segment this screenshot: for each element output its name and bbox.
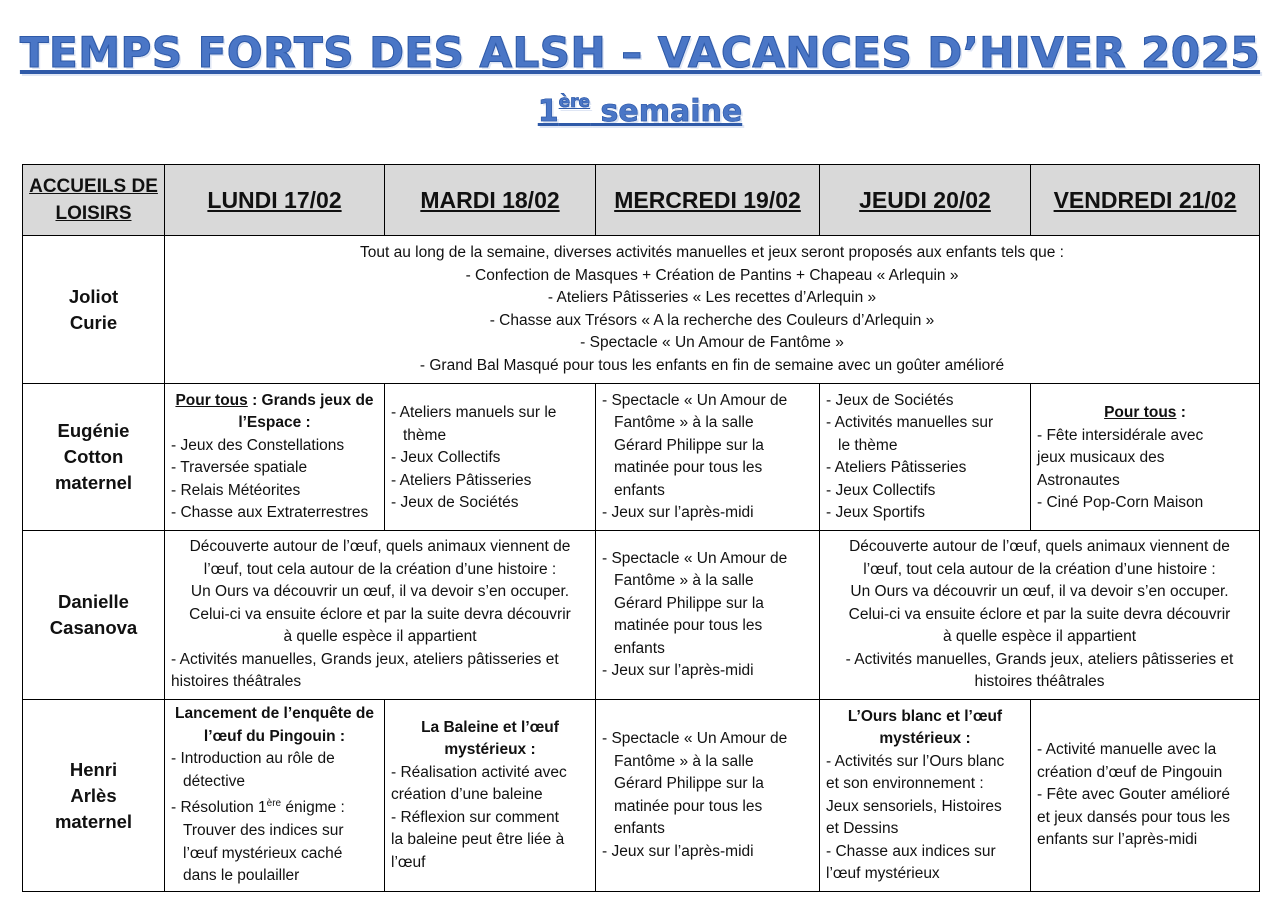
site-eugenie-cotton: Eugénie Cotton maternel	[23, 384, 165, 531]
week-number-suffix: ère	[558, 92, 591, 112]
casanova-lundi-mardi: Découverte autour de l’œuf, quels animaux viennent de l’œuf, tout cela autour de la création d’une histoire : Un Ours va découvrir un œuf, il va devoir s’en occuper. Celui-ci va ensuite éclore et par la suite devra découvrir à quelle espèce il appartient - Activités manuelles, Grands jeux, ateliers pâtisseries et histoires théâtrales	[165, 531, 596, 700]
header-mercredi: MERCREDI 19/02	[596, 165, 820, 236]
casanova-jeudi-vendredi: Découverte autour de l’œuf, quels animaux viennent de l’œuf, tout cela autour de la création d’une histoire : Un Ours va découvrir un œuf, il va devoir s’en occuper. Celui-ci va ensuite éclore et par la suite devra découvrir à quelle espèce il appartient - Activités manuelles, Grands jeux, ateliers pâtisseries et histoires théâtrales	[820, 531, 1260, 700]
week-number: 1	[537, 94, 559, 129]
header-accueils: ACCUEILS DE LOISIRS	[23, 165, 165, 236]
header-mardi: MARDI 18/02	[385, 165, 596, 236]
arles-mercredi: - Spectacle « Un Amour de Fantôme » à la salle Gérard Philippe sur la matinée pour tous les enfants - Jeux sur l’après-midi	[596, 700, 820, 892]
row-danielle-casanova	[23, 531, 1260, 700]
arles-lundi: Lancement de l’enquête de l’œuf du Pingouin : - Introduction au rôle de détective - Résolution 1ère énigme : Trouver des indices sur l’œuf mystérieux caché dans le poulailler	[165, 700, 385, 892]
header-lundi: LUNDI 17/02	[165, 165, 385, 236]
joliot-week-activities: Tout au long de la semaine, diverses activités manuelles et jeux seront proposés aux enfants tels que : - Confection de Masques + Création de Pantins + Chapeau « Arlequin » - Ateliers Pâtisseries « Les recettes d’Arlequin » - Chasse aux Trésors « A la recherche des Couleurs d’Arlequin » - Spectacle « Un Amour de Fantôme » - Grand Bal Masqué pour tous les enfants en fin de semaine avec un goûter amélioré	[165, 236, 1260, 384]
schedule-table	[22, 164, 1260, 892]
header-jeudi: JEUDI 20/02	[820, 165, 1031, 236]
arles-mardi: La Baleine et l’œuf mystérieux : - Réalisation activité avec création d’une baleine - Réflexion sur comment la baleine peut être liée à l’œuf	[385, 700, 596, 892]
site-joliot-curie: Joliot Curie	[23, 236, 165, 384]
cotton-mardi: - Ateliers manuels sur le thème - Jeux Collectifs - Ateliers Pâtisseries - Jeux de Sociétés	[385, 384, 596, 531]
site-henri-arles: Henri Arlès maternel	[23, 700, 165, 892]
header-row	[23, 165, 1260, 236]
page-title: TEMPS FORTS DES ALSH – VACANCES D’HIVER 2025	[19, 28, 1261, 77]
cotton-mercredi: - Spectacle « Un Amour de Fantôme » à la salle Gérard Philippe sur la matinée pour tous les enfants - Jeux sur l’après-midi	[596, 384, 820, 531]
cotton-jeudi: - Jeux de Sociétés - Activités manuelles sur le thème - Ateliers Pâtisseries - Jeux Collectifs - Jeux Sportifs	[820, 384, 1031, 531]
row-eugenie-cotton	[23, 384, 1260, 531]
page-subtitle	[0, 92, 1280, 129]
header-vendredi: VENDREDI 21/02	[1031, 165, 1260, 236]
week-label: semaine	[590, 94, 743, 129]
row-joliot-curie	[23, 236, 1260, 384]
arles-jeudi: L’Ours blanc et l’œuf mystérieux : - Activités sur l’Ours blanc et son environnement : Jeux sensoriels, Histoires et Dessins - Chasse aux indices sur l’œuf mystérieux	[820, 700, 1031, 892]
site-danielle-casanova: Danielle Casanova	[23, 531, 165, 700]
arles-vendredi: - Activité manuelle avec la création d’œuf de Pingouin - Fête avec Gouter amélioré et jeux dansés pour tous les enfants sur l’après-midi	[1031, 700, 1260, 892]
cotton-lundi: Pour tous : Grands jeux de l’Espace : - Jeux des Constellations - Traversée spatiale - Relais Météorites - Chasse aux Extraterrestres	[165, 384, 385, 531]
casanova-mercredi: - Spectacle « Un Amour de Fantôme » à la salle Gérard Philippe sur la matinée pour tous les enfants - Jeux sur l’après-midi	[596, 531, 820, 700]
row-henri-arles	[23, 700, 1260, 892]
cotton-vendredi: Pour tous : - Fête intersidérale avec jeux musicaux des Astronautes - Ciné Pop-Corn Maison	[1031, 384, 1260, 531]
